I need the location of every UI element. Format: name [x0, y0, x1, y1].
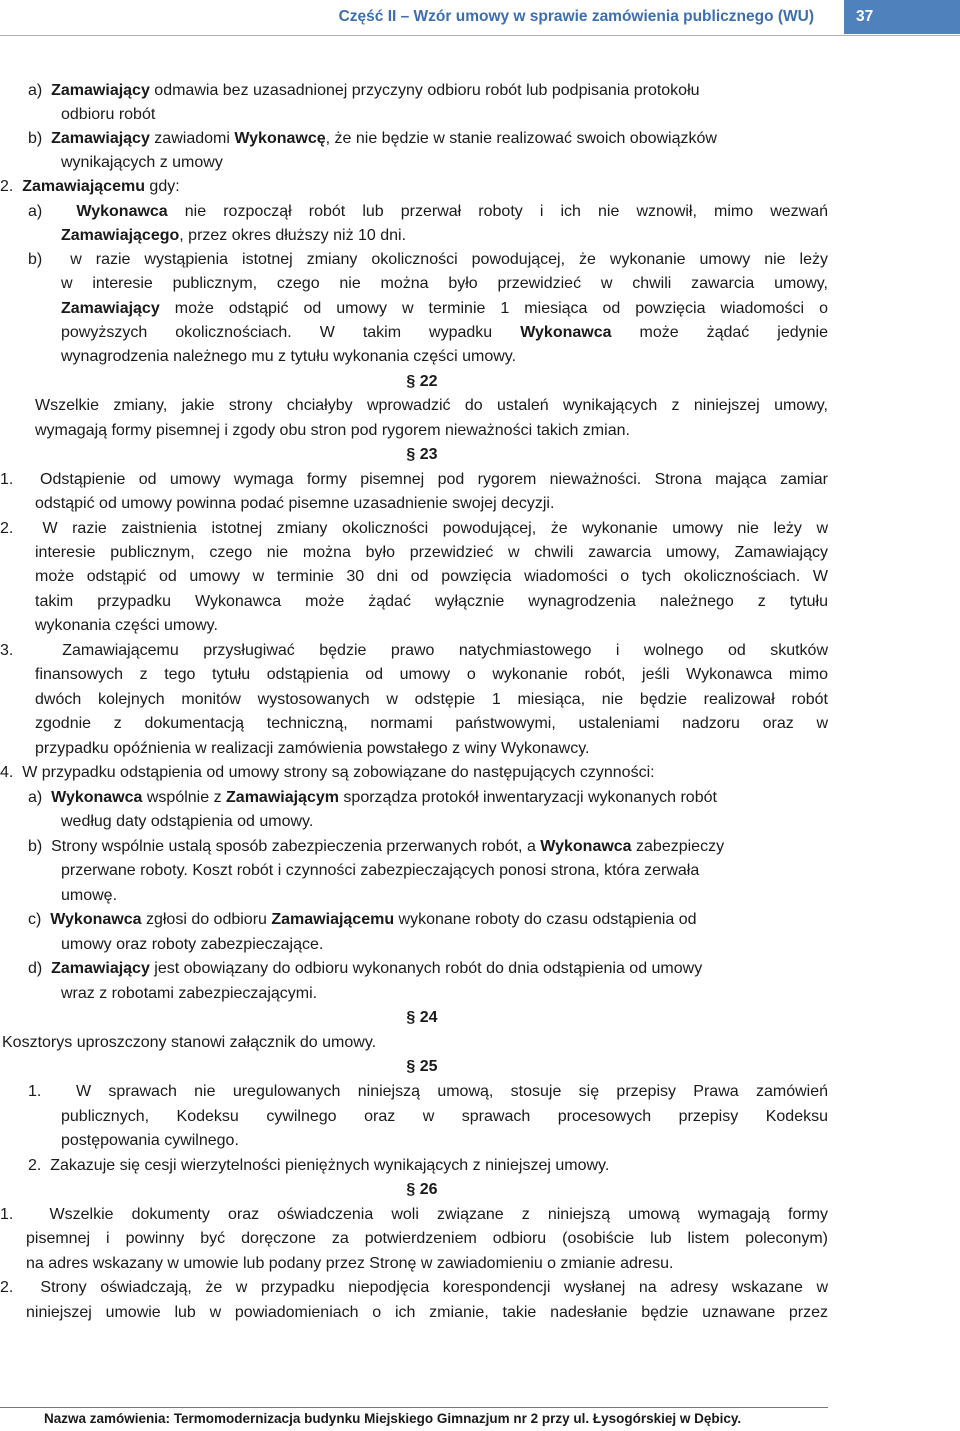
- text-line: b) Strony wspólnie ustalą sposób zabezpieczenia przerwanych robót, a Wykonawca zabezpieczy: [28, 838, 725, 855]
- text-line: Zamawiającego, przez okres dłuższy niż 10 dni.: [61, 227, 407, 244]
- text-line: b) Zamawiający zawiadomi Wykonawcę, że nie będzie w stanie realizować swoich obowiązków: [28, 130, 717, 147]
- text-line: publicznych, Kodeksu cywilnego oraz w sprawach procesowych przepisy Kodeksu: [61, 1108, 828, 1125]
- text-line: a) Zamawiający odmawia bez uzasadnionej przyczyny odbioru robót lub podpisania protokołu: [28, 82, 700, 99]
- text-line: niniejszej umowie lub w powiadomieniach o ich zmianie, takie nadesłanie będzie uznawane przez: [26, 1304, 828, 1321]
- paragraph-number: § 23: [406, 446, 438, 463]
- text-line: 1. Odstąpienie od umowy wymaga formy pisemnej pod rygorem nieważności. Strona mająca zamiar: [0, 471, 828, 488]
- text-line: 4. W przypadku odstąpienia od umowy strony są zobowiązane do następujących czynności:: [0, 764, 655, 781]
- text-line: takim przypadku Wykonawca może żądać wyłącznie wynagrodzenia należnego z tytułu: [35, 593, 828, 610]
- text-line: 3. Zamawiającemu przysługiwać będzie prawo natychmiastowego i wolnego od skutków: [0, 642, 828, 659]
- text-line: d) Zamawiający jest obowiązany do odbioru wykonanych robót do dnia odstąpienia od umowy: [28, 960, 703, 977]
- text-line: według daty odstąpienia od umowy.: [61, 813, 314, 830]
- text-line: przerwane roboty. Koszt robót i czynności zabezpieczających ponosi strona, która zerwała: [61, 862, 700, 879]
- text-line: wykonania części umowy.: [35, 617, 218, 634]
- text-line: zgodnie z dokumentacją techniczną, normami państwowymi, ustaleniami nadzoru oraz w: [35, 715, 828, 732]
- text-line: wraz z robotami zabezpieczającymi.: [61, 985, 318, 1002]
- text-line: przypadku opóźnienia w realizacji zamówienia powstałego z winy Wykonawcy.: [35, 740, 590, 757]
- text-line: a) Wykonawca nie rozpoczął robót lub przerwał roboty i ich nie wznowił, mimo wezwań: [28, 203, 829, 220]
- paragraph-number: § 25: [406, 1058, 438, 1075]
- text-line: 2. Strony oświadczają, że w przypadku niepodjęcia korespondencji wysłanej na adresy wskazane w: [0, 1279, 828, 1296]
- text-line: wymagają formy pisemnej i zgody obu stron pod rygorem nieważności takich zmian.: [35, 422, 630, 439]
- text-line: na adres wskazany w umowie lub podany przez Stronę w zawiadomieniu o zmianie adresu.: [26, 1255, 674, 1272]
- text-line: może odstąpić od umowy w terminie 30 dni od powzięcia wiadomości o tych okolicznościach. W: [35, 568, 828, 585]
- footer-text: Nazwa zamówienia: Termomodernizacja budynku Miejskiego Gimnazjum nr 2 przy ul. Łysogórskiej w Dębicy.: [44, 1411, 742, 1426]
- text-line: postępowania cywilnego.: [61, 1132, 239, 1149]
- text-line: 1. Wszelkie dokumenty oraz oświadczenia woli związane z niniejszą umową wymagają formy: [0, 1206, 828, 1223]
- text-line: 1. W sprawach nie uregulowanych niniejszą umową, stosuje się przepisy Prawa zamówień: [28, 1083, 828, 1100]
- text-line: powyższych okolicznościach. W takim wypadku Wykonawca może żądać jedynie: [61, 324, 829, 341]
- footer-divider: [0, 1407, 828, 1408]
- paragraph-number: § 26: [406, 1181, 438, 1198]
- page-header: [0, 0, 960, 36]
- text-line: w interesie publicznym, czego nie można było przewidzieć w chwili zawarcia umowy,: [61, 275, 828, 292]
- text-line: umowy oraz roboty zabezpieczające.: [61, 936, 324, 953]
- text-line: dwóch kolejnych monitów wystosowanych w odstępie 1 miesiąca, nie będzie realizował robót: [35, 691, 828, 708]
- text-line: pisemnej i powinny być doręczone za potwierdzeniem odbioru (osobiście lub listem poleconym): [26, 1230, 828, 1247]
- text-line: Kosztorys uproszczony stanowi załącznik do umowy.: [2, 1034, 377, 1051]
- header-title: Część II – Wzór umowy w sprawie zamówienia publicznego (WU): [338, 8, 814, 25]
- text-line: wynikających z umowy: [61, 154, 223, 171]
- text-line: wynagrodzenia należnego mu z tytułu wykonania części umowy.: [61, 348, 517, 365]
- text-line: odstąpić od umowy powinna podać pisemne uzasadnienie swojej decyzji.: [35, 495, 555, 512]
- text-line: umowę.: [61, 887, 118, 904]
- text-line: b) w razie wystąpienia istotnej zmiany okoliczności powodującej, że wykonanie umowy nie leży: [28, 251, 828, 268]
- paragraph-number: § 22: [406, 373, 438, 390]
- text-line: Wszelkie zmiany, jakie strony chciałyby wprowadzić do ustaleń wynikających z niniejszej umowy,: [35, 397, 828, 414]
- text-line: 2. Zakazuje się cesji wierzytelności pieniężnych wynikających z niniejszej umowy.: [28, 1157, 610, 1174]
- text-line: a) Wykonawca wspólnie z Zamawiającym sporządza protokół inwentaryzacji wykonanych robót: [28, 789, 717, 806]
- page-number: 37: [844, 0, 960, 34]
- text-line: 2. Zamawiającemu gdy:: [0, 178, 180, 195]
- text-line: finansowych z tego tytułu odstąpienia od umowy o wykonanie robót, jeśli Wykonawca mimo: [35, 666, 828, 683]
- text-line: 2. W razie zaistnienia istotnej zmiany okoliczności powodującej, że wykonanie umowy nie leży w: [0, 520, 828, 537]
- header-divider: [0, 35, 960, 36]
- text-line: Zamawiający może odstąpić od umowy w terminie 1 miesiąca od powzięcia wiadomości o: [61, 300, 828, 317]
- paragraph-number: § 24: [406, 1009, 438, 1026]
- text-line: odbioru robót: [61, 106, 156, 123]
- text-line: c) Wykonawca zgłosi do odbioru Zamawiającemu wykonane roboty do czasu odstąpienia od: [28, 911, 697, 928]
- text-line: interesie publicznym, czego nie można było przewidzieć w chwili zawarcia umowy, Zamawiający: [35, 544, 828, 561]
